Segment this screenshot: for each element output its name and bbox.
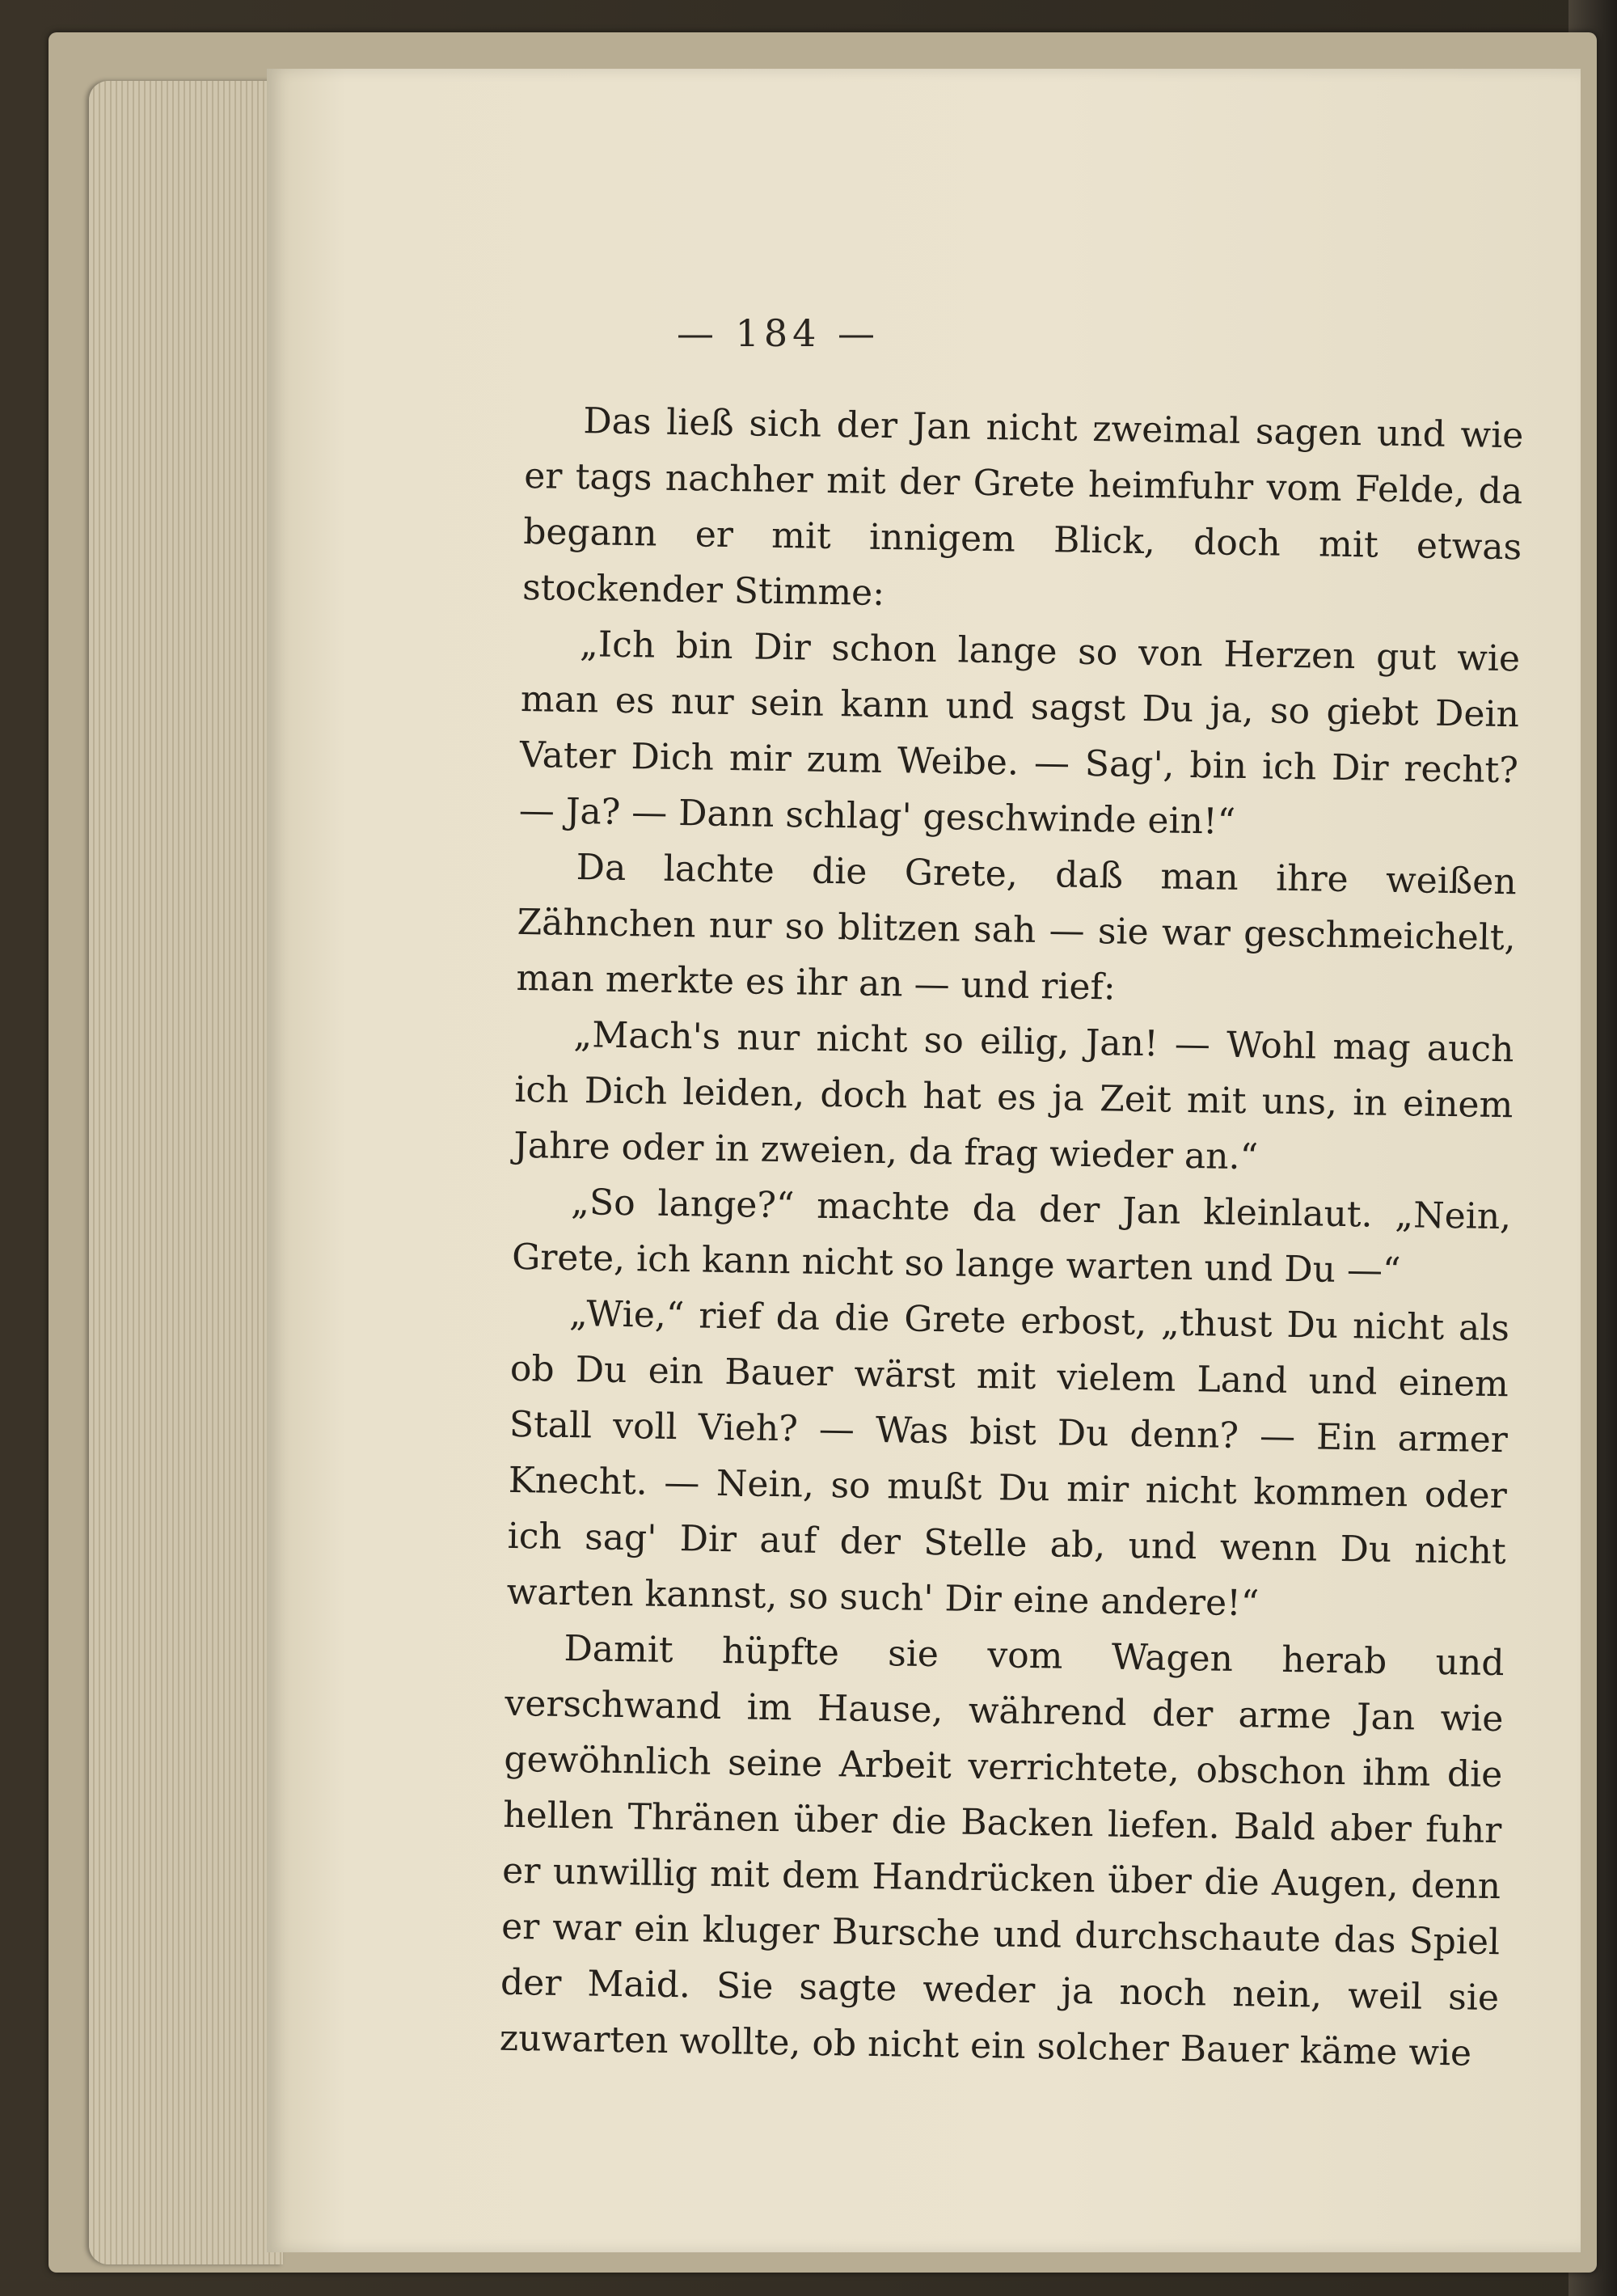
paragraph: „Ich bin Dir schon lange so von Herzen gut wie man es nur sein kann und sagst Du ja, so giebt Dein Vater Dich mir zum Weibe. — Sag', bin ich Dir recht? — Ja? — Dann schlag' geschwinde ein!“	[518, 624, 1521, 843]
paragraph: Da lachte die Grete, daß man ihre weißen Zähnchen nur so blitzen sah — sie war geschmeichelt, man merkte es ihr an — und rief:	[516, 847, 1518, 1008]
paragraph: Damit hüpfte sie vom Wagen herab und verschwand im Hause, während der arme Jan wie gewöhnlich seine Arbeit verrichtete, obschon ihm die hellen Thränen über die Backen liefen. Bald aber fuhr er unwillig mit dem Handrücken über die Augen, denn er war ein kluger Bursche und durchschaute das Spiel der Maid. Sie sagte weder ja noch nein, weil sie zuwarten wollte, ob nicht ein solcher Bauer käme wie	[499, 1627, 1505, 2074]
page-edges-stack	[89, 81, 283, 2264]
page-text-block	[499, 392, 1523, 2082]
paragraph: „Mach's nur nicht so eilig, Jan! — Wohl mag auch ich Dich leiden, doch hat es ja Zeit mit uns, in einem Jahre oder in zweien, da frag wieder an.“	[513, 1014, 1514, 1178]
paragraph: Das ließ sich der Jan nicht zweimal sagen und wie er tags nachher mit der Grete heimfuhr vom Felde, da begann er mit innigem Blick, doch mit etwas stockender Stimme:	[521, 400, 1524, 615]
paragraph: „Wie,“ rief da die Grete erbost, „thust Du nicht als ob Du ein Bauer wärst mit vielem Land und einem Stall voll Vieh? — Was bist Du denn? — Ein armer Knecht. — Nein, so mußt Du mir nicht kommen oder ich sag' Dir auf der Stelle ab, und wenn Du nicht warten kannst, so such' Dir eine andere!“	[506, 1292, 1510, 1625]
book-page	[267, 69, 1581, 2252]
paragraph: „So lange?“ machte da der Jan kleinlaut. „Nein, Grete, ich kann nicht so lange warten und Du —“	[511, 1182, 1512, 1292]
page-number: — 184 —	[676, 311, 880, 355]
